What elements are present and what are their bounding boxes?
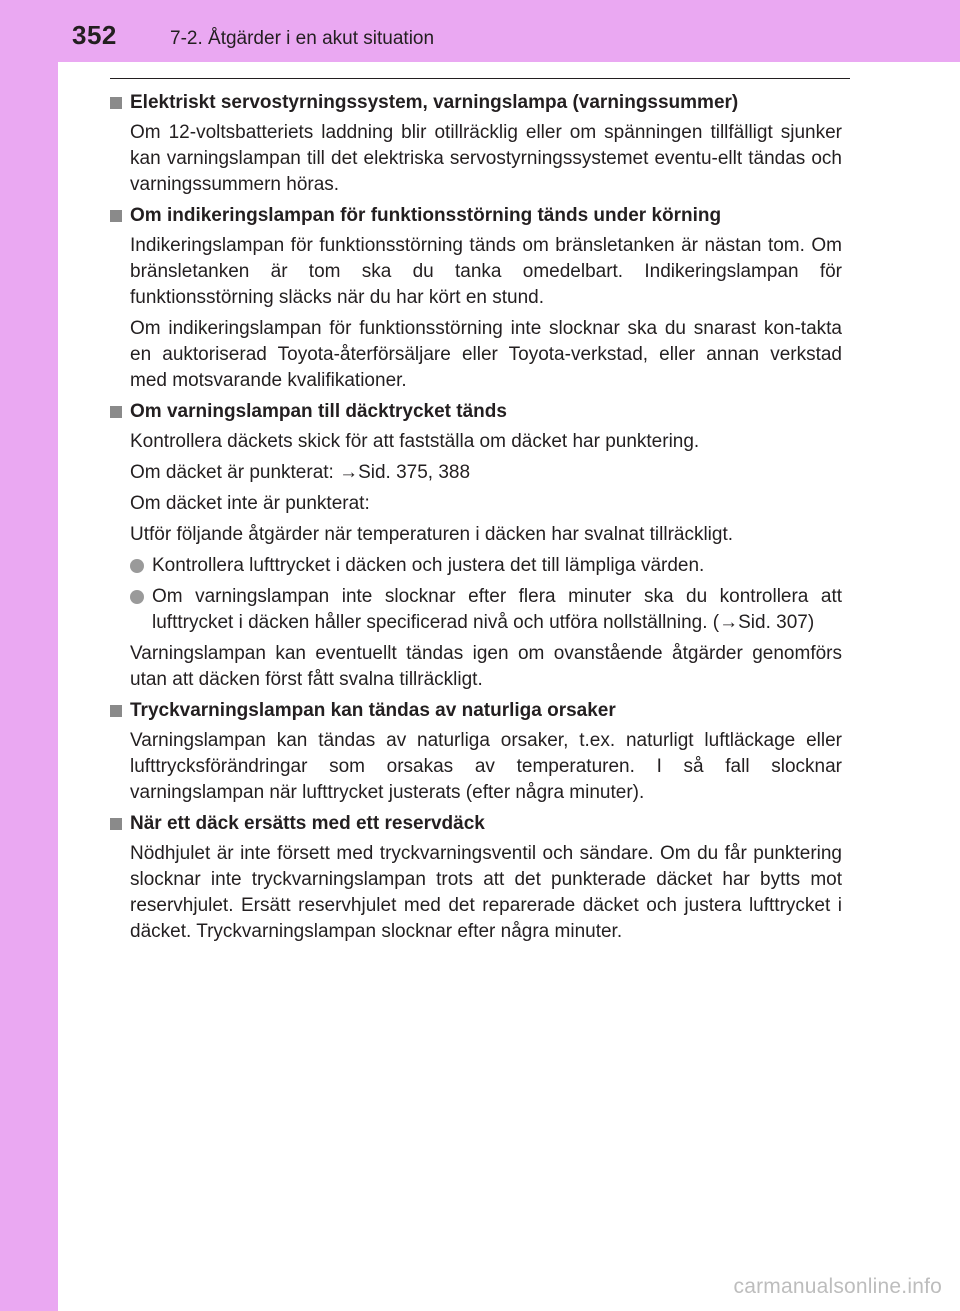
paragraph: Om däcket inte är punkterat: (130, 493, 370, 514)
square-bullet-icon (110, 210, 122, 222)
header-band (0, 0, 960, 62)
section-heading-text: Elektriskt servostyrningssystem, varningslampa (varningssummer) (130, 92, 739, 113)
section-heading (110, 399, 842, 425)
paragraph: Kontrollera däckets skick för att fastställa om däcket har punktering. (130, 431, 700, 452)
side-tab-band (0, 0, 58, 1311)
paragraph: Utför följande åtgärder när temperaturen i däcken har svalnat tillräckligt. (130, 524, 734, 545)
page-content (110, 90, 842, 950)
section-heading-text: Om varningslampan till däcktrycket tänds (130, 401, 507, 422)
section-heading (110, 203, 842, 229)
list-item (110, 584, 842, 636)
section-heading (110, 90, 842, 116)
section-heading (110, 811, 842, 837)
paragraph: Nödhjulet är inte försett med tryckvarningsventil och sändare. Om du får punktering slocknar inte tryckvarningslampan trots att det punkterade däcket har bytts mot reservhjulet. Ersätt reservhjulet med det reparerade däcket och justera lufttrycket i däcket. Tryckvarningslampan slocknar efter några minuter. (130, 843, 842, 942)
paragraph: Om 12-voltsbatteriets laddning blir otillräcklig eller om spänningen tillfälligt sjunker kan varningslampan till det elektriska servostyrningssystemet eventu-ellt tändas och varningssummern höras. (130, 122, 842, 195)
section-heading-text: Om indikeringslampan för funktionsstörning tänds under körning (130, 205, 722, 226)
page-number: 352 (72, 20, 117, 50)
paragraph: Om indikeringslampan för funktionsstörning inte slocknar ska du snarast kon-takta en auktoriserad Toyota-återförsäljare eller Toyota-verkstad, eller annan verkstad med motsvarande kvalifikationer. (130, 318, 842, 391)
chapter-title: 7-2. Åtgärder i en akut situation (170, 28, 435, 49)
section-heading (110, 698, 842, 724)
list-item-text: Kontrollera lufttrycket i däcken och justera det till lämpliga värden. (152, 555, 705, 576)
list-item (110, 553, 842, 579)
square-bullet-icon (110, 97, 122, 109)
list-item-text: Om varningslampan inte slocknar efter flera minuter ska du kontrollera att lufttrycket i däcken håller specificerad nivå och utföra nollställning. (→Sid. 307) (152, 586, 842, 633)
paragraph: Varningslampan kan eventuellt tändas igen om ovanstående åtgärder genomförs utan att däcken först fått svalna tillräckligt. (130, 643, 842, 690)
paragraph: Varningslampan kan tändas av naturliga orsaker, t.ex. naturligt luftläckage eller lufttrycksförändringar som orsakas av temperaturen. I så fall slocknar varningslampan när lufttrycket justerats (efter några minuter). (130, 730, 842, 803)
square-bullet-icon (110, 705, 122, 717)
round-bullet-icon (130, 590, 144, 604)
paragraph: Indikeringslampan för funktionsstörning tänds om bränsletanken är nästan tom. Om bränsletanken är tom ska du tanka omedelbart. Indikeringslampan för funktionsstörning släcks när du har kört en stund. (130, 235, 842, 308)
header-rule (110, 78, 850, 79)
page-reference: Om däcket är punkterat: →Sid. 375, 388 (130, 462, 471, 483)
square-bullet-icon (110, 818, 122, 830)
section-heading-text: Tryckvarningslampan kan tändas av naturliga orsaker (130, 700, 616, 721)
square-bullet-icon (110, 406, 122, 418)
section-heading-text: När ett däck ersätts med ett reservdäck (130, 813, 485, 834)
watermark: carmanualsonline.info (733, 1275, 942, 1298)
round-bullet-icon (130, 559, 144, 573)
